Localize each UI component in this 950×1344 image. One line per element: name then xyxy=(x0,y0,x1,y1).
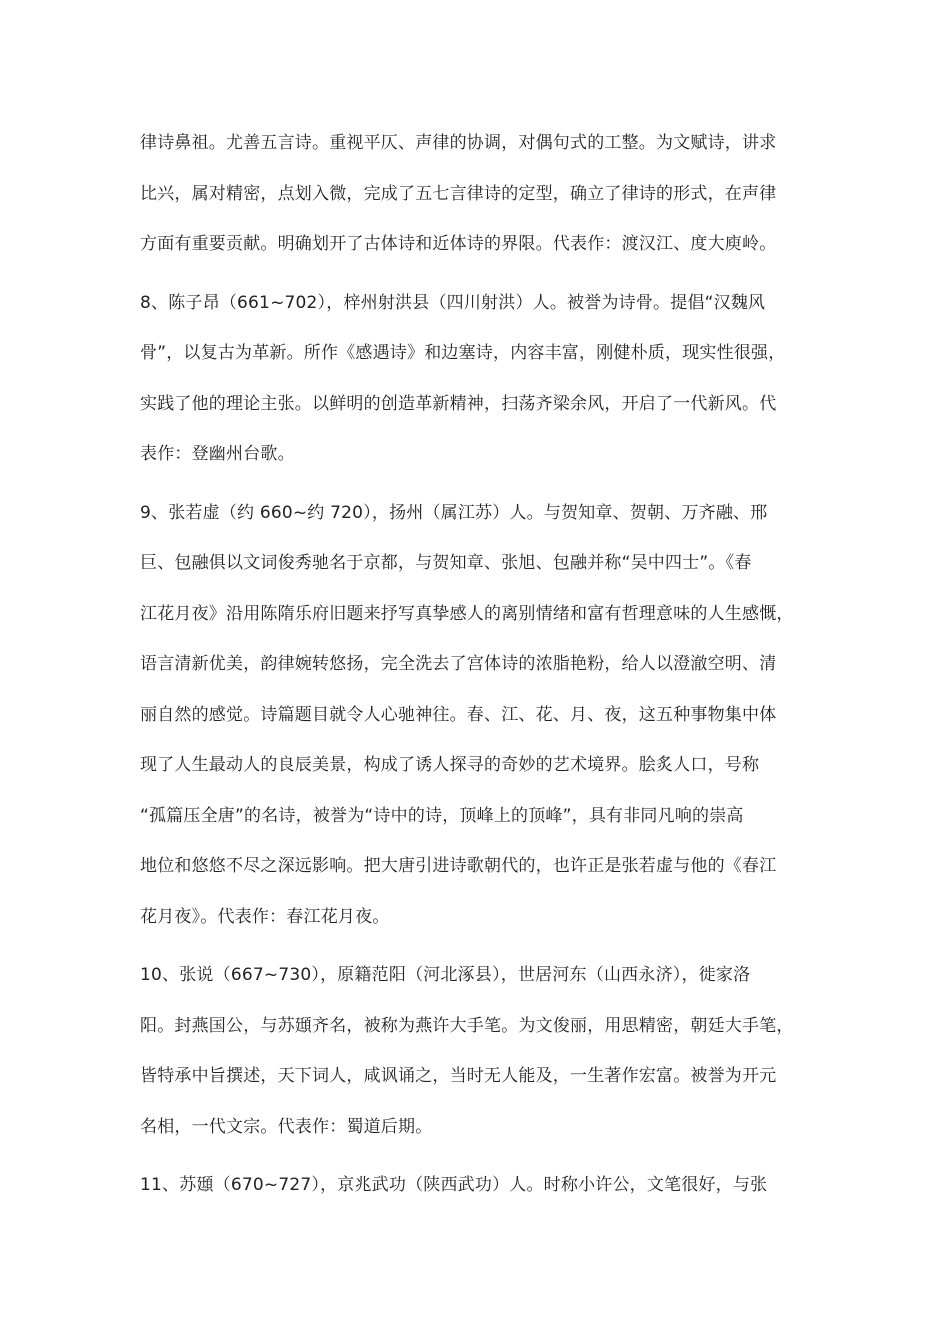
text-line: 皆特承中旨撰述，天下词人，咸讽诵之，当时无人能及，一生著作宏富。被誉为开元 xyxy=(140,1066,777,1086)
paragraph-su-ting xyxy=(140,1160,820,1211)
text-line: 比兴，属对精密，点划入微，完成了五七言律诗的定型，确立了律诗的形式，在声律 xyxy=(140,183,777,204)
text-line: 现了人生最动人的良辰美景，构成了诱人探寻的奇妙的艺术境界。脍炙人口，号称 xyxy=(140,755,760,775)
text-line: 江花月夜》沿用陈隋乐府旧题来抒写真挚感人的离别情绪和富有哲理意味的人生感慨， xyxy=(140,603,794,624)
text-line: 表作：登幽州台歌。 xyxy=(140,444,295,464)
paragraph-zhang-ruoxu xyxy=(140,488,820,943)
text-line: 11、苏頲（670~727），京兆武功（陕西武功）人。时称小许公，文笔很好，与张 xyxy=(140,1175,768,1195)
text-line: 律诗鼻祖。尤善五言诗。重视平仄、声律的协调，对偶句式的工整。为文赋诗，讲求 xyxy=(140,133,777,153)
text-line: 地位和悠悠不尽之深远影响。把大唐引进诗歌朝代的，也许正是张若虚与他的《春江 xyxy=(140,856,777,876)
paragraph-zhang-yue xyxy=(140,950,820,1152)
text-line: 丽自然的感觉。诗篇题目就令人心驰神往。春、江、花、月、夜，这五种事物集中体 xyxy=(140,704,777,725)
text-line: 骨”，以复古为革新。所作《感遇诗》和边塞诗，内容丰富，刚健朴质，现实性很强， xyxy=(140,343,786,363)
paragraph-shen-quanqi-continued xyxy=(140,118,820,270)
text-line: 名相，一代文宗。代表作：蜀道后期。 xyxy=(140,1116,433,1137)
text-line: 阳。封燕国公，与苏頲齐名，被称为燕许大手笔。为文俊丽，用思精密，朝廷大手笔， xyxy=(140,1015,794,1036)
text-line: 8、陈子昂（661~702），梓州射洪县（四川射洪）人。被誉为诗骨。提倡“汉魏风 xyxy=(140,292,766,313)
text-line: 花月夜》。代表作：春江花月夜。 xyxy=(140,906,390,927)
text-line: 语言清新优美，韵律婉转悠扬，完全洗去了宫体诗的浓脂艳粉，给人以澄澈空明、清 xyxy=(140,654,777,674)
text-line: 实践了他的理论主张。以鲜明的创造革新精神，扫荡齐梁余风，开启了一代新风。代 xyxy=(140,393,777,414)
text-line: 10、张说（667~730），原籍范阳（河北涿县），世居河东（山西永济），徙家洛 xyxy=(140,965,751,985)
document-body xyxy=(140,118,820,1211)
text-line: 方面有重要贡献。明确划开了古体诗和近体诗的界限。代表作：渡汉江、度大庾岭。 xyxy=(140,234,777,254)
text-line: 巨、包融俱以文词俊秀驰名于京都，与贺知章、张旭、包融并称“吴中四士”。《春 xyxy=(140,553,752,573)
paragraph-chen-ziang xyxy=(140,278,820,480)
text-line: 9、张若虚（约 660~约 720），扬州（属江苏）人。与贺知章、贺朝、万齐融、邢 xyxy=(140,502,768,523)
text-line: “孤篇压全唐”的名诗，被誉为“诗中的诗，顶峰上的顶峰”，具有非同凡响的崇高 xyxy=(140,805,744,826)
